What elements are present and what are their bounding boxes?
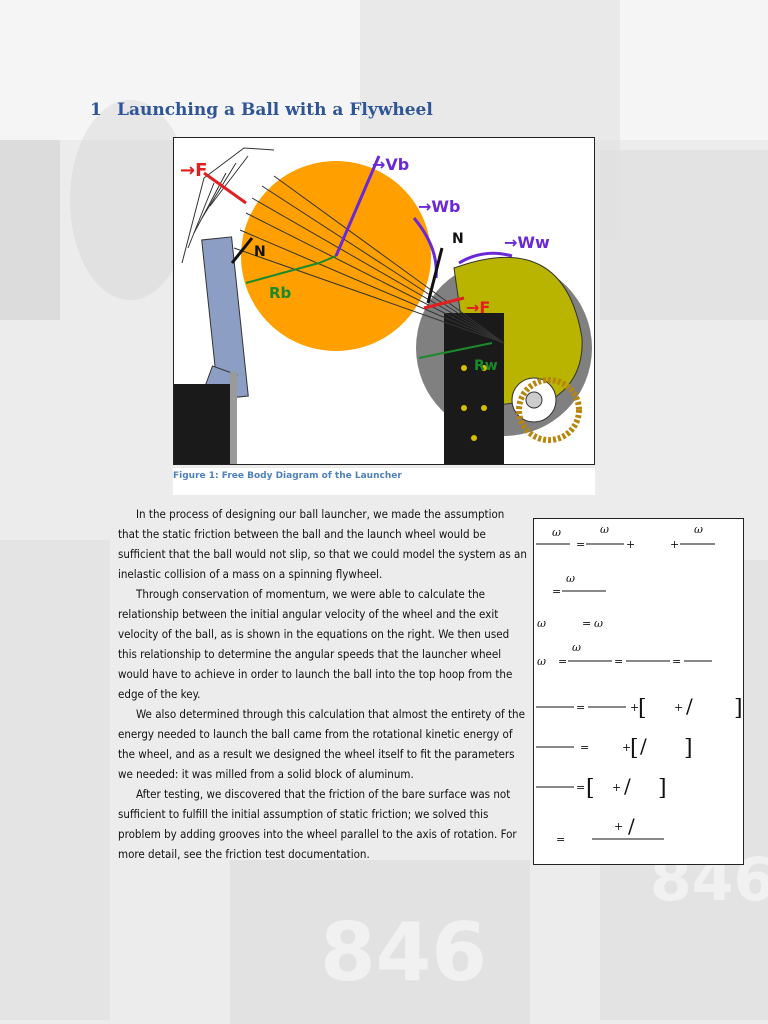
svg-text:/: / bbox=[686, 694, 693, 718]
svg-text:=: = bbox=[556, 833, 566, 846]
launcher-diagram-drawing bbox=[174, 138, 594, 464]
section-number: 1 bbox=[90, 100, 102, 120]
svg-text:ω: ω bbox=[566, 572, 575, 585]
svg-text:=: = bbox=[576, 701, 586, 714]
svg-text:[: [ bbox=[586, 776, 595, 801]
svg-text:ω: ω bbox=[694, 523, 703, 536]
svg-text:+: + bbox=[626, 538, 636, 551]
svg-text:]: ] bbox=[684, 736, 693, 761]
label-n-left: N bbox=[254, 244, 266, 260]
launcher-diagram bbox=[173, 137, 595, 465]
svg-text:+: + bbox=[630, 701, 640, 714]
friction-arrow-left bbox=[204, 173, 246, 203]
section-title: Launching a Ball with a Flywheel bbox=[117, 100, 433, 120]
equation-row-8 bbox=[556, 814, 664, 846]
svg-text:/: / bbox=[640, 734, 647, 758]
svg-text:[: [ bbox=[638, 696, 647, 721]
svg-text:/: / bbox=[624, 774, 631, 798]
svg-text:ω: ω bbox=[600, 523, 609, 536]
svg-text:=: = bbox=[576, 538, 586, 551]
paragraph-1: In the process of designing our ball launcher, we made the assumption that the static friction between the ball and the launch wheel would be sufficient that the ball would not slip, so that we could model the system as an inelastic collision of a mass on a spinning flywheel. bbox=[118, 507, 527, 581]
svg-text:+: + bbox=[670, 538, 680, 551]
svg-text:=: = bbox=[614, 655, 624, 668]
label-n-right: N bbox=[452, 231, 464, 247]
svg-text:ω: ω bbox=[537, 655, 546, 668]
label-wb: →Wb bbox=[418, 197, 461, 216]
svg-text:=: = bbox=[672, 655, 682, 668]
equations-box bbox=[533, 518, 744, 865]
svg-text:=: = bbox=[552, 585, 562, 598]
equation-row-6 bbox=[536, 734, 693, 761]
figure-caption: Figure 1: Free Body Diagram of the Launcher bbox=[173, 468, 595, 495]
equation-row-7 bbox=[536, 774, 667, 801]
equation-row-1 bbox=[536, 523, 715, 551]
equation-row-4 bbox=[537, 641, 712, 668]
right-bracket bbox=[444, 313, 504, 464]
equation-row-2 bbox=[552, 572, 606, 598]
svg-text:ω: ω bbox=[594, 617, 603, 630]
left-base bbox=[174, 384, 230, 464]
label-f-right: →F bbox=[466, 298, 491, 317]
label-vb: →Vb bbox=[372, 155, 410, 174]
svg-text:ω: ω bbox=[572, 641, 581, 654]
svg-text:=: = bbox=[558, 655, 568, 668]
svg-text:=: = bbox=[580, 741, 590, 754]
label-rw: Rw bbox=[474, 358, 498, 374]
label-ww: →Ww bbox=[504, 233, 550, 252]
equations-drawing bbox=[534, 519, 743, 864]
section-heading bbox=[90, 100, 433, 120]
svg-text:ω: ω bbox=[552, 526, 561, 539]
equation-row-3 bbox=[537, 617, 603, 630]
wheel-center bbox=[526, 392, 542, 408]
svg-text:+: + bbox=[674, 701, 684, 714]
equation-row-5 bbox=[536, 694, 743, 721]
paragraph-3: We also determined through this calculation that almost the entirety of the energy needed to launch the ball came from the rotational kinetic energy of the wheel, and as a result we designed the wheel itself to fit the parameters we needed: it was milled from a solid block of aluminum. bbox=[118, 707, 525, 781]
paragraph-2: Through conservation of momentum, we were able to calculate the relationship between the initial angular velocity of the wheel and the exit velocity of the ball, as is shown in the equations on the right. We then used this relationship to determine the angular speeds that the launcher wheel would have to achieve in order to launch the ball into the top hoop from the edge of the key. bbox=[118, 587, 513, 701]
svg-text:+: + bbox=[612, 781, 622, 794]
svg-text:+: + bbox=[614, 820, 624, 833]
svg-text:=: = bbox=[582, 617, 592, 630]
svg-text:=: = bbox=[576, 781, 586, 794]
body-text bbox=[118, 504, 528, 864]
svg-text:[: [ bbox=[630, 736, 639, 761]
figure bbox=[173, 137, 595, 495]
paragraph-4: After testing, we discovered that the friction of the bare surface was not sufficient to fulfill the initial assumption of static friction; we solved this problem by adding grooves into the wheel parallel to the axis of rotation. For more detail, see the friction test documentation. bbox=[118, 787, 517, 861]
svg-text:/: / bbox=[628, 814, 635, 838]
svg-text:ω: ω bbox=[537, 617, 546, 630]
svg-text:+: + bbox=[622, 741, 632, 754]
left-post bbox=[230, 372, 237, 464]
svg-text:]: ] bbox=[658, 776, 667, 801]
label-rb: Rb bbox=[269, 284, 292, 302]
label-f-left: →F bbox=[180, 160, 208, 181]
svg-text:]: ] bbox=[734, 696, 743, 721]
